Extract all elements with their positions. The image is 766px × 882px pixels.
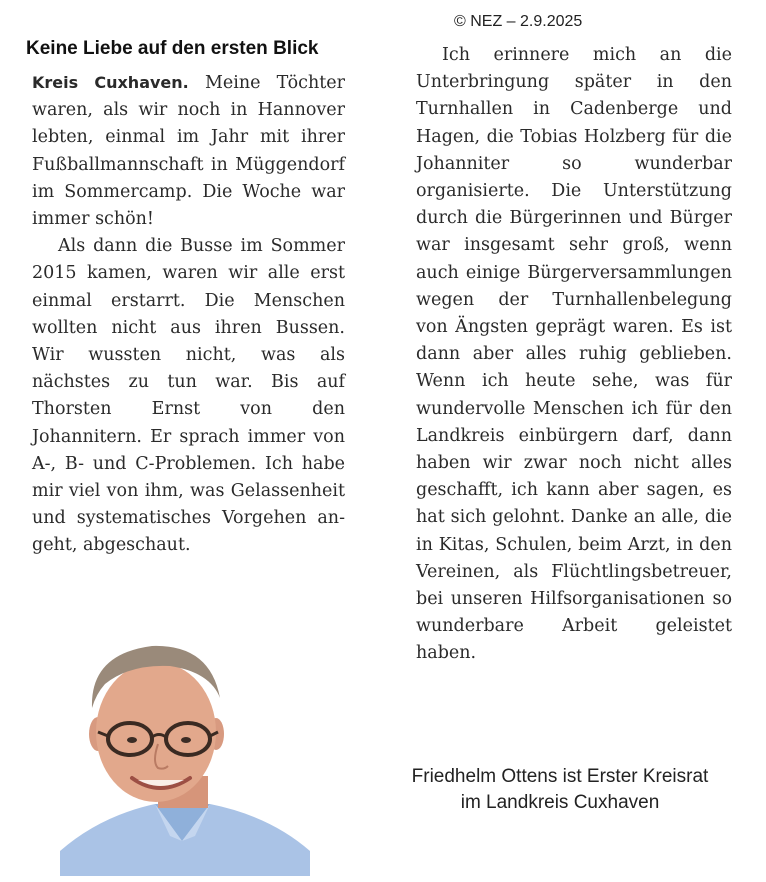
article-paragraph-2: Als dann die Busse im Sommer 2015 kamen, waren wir alle erst einmal erstarrt. Die Menschen wollten nicht aus ihren Bussen. Wir wussten nicht, was als nächstes zu tun war. Bis auf Thorsten Ernst von den Johannitern. Er sprach immer von A-, B- und C-Problemen. Ich habe mir viel von ihm, was Gelassenheit und systematisches Vorgehen angeht, abgeschaut. [32, 236, 345, 556]
caption-line-1: Friedhelm Ottens ist Erster Kreisrat [411, 766, 709, 787]
article-column-left [32, 69, 345, 560]
copyright-notice: © NEZ – 2.9.2025 [454, 13, 583, 30]
portrait-photo [60, 636, 310, 876]
paragraph-1-text: Meine Töchter waren, als wir noch in Hannover lebten, einmal im Jahr mit ihrer Fußballmannschaft in Müggendorf im Sommercamp. Die Woche war immer schön! [32, 73, 346, 230]
caption-line-2: im Landkreis Cuxhaven [460, 792, 660, 813]
article-paragraph-3: Ich erinnere mich an die Unterbringung später in den Turnhallen in Cadenberge und Hagen, die Tobias Holzberg für die Johanniter so wunderbar organisierte. Die Unterstützung durch die Bürgerinnen und Bürger war insgesamt sehr groß, wenn auch einige Bürgerversammlungen wegen der Turnhallenbelegung von Ängsten geprägt waren. Es ist dann aber alles ruhig geblieben. Wenn ich heute sehe, was für wundervolle Menschen ich für den Landkreis einbürgern darf, dann haben wir zwar noch nicht alles geschafft, ich kann aber sagen, es hat sich gelohnt. Danke an alle, die in Kitas, Schulen, beim Arzt, in den Vereinen, als Flüchtlingsbetreuer, bei unseren Hilfsorganisationen so wunderbare Arbeit geleistet haben. [416, 45, 732, 664]
photo-caption [378, 764, 742, 816]
article-column-right [416, 42, 732, 668]
dateline: Kreis Cuxhaven. [32, 73, 189, 92]
article-headline: Keine Liebe auf den ersten Blick [26, 38, 319, 59]
article-paragraph-1 [32, 69, 345, 233]
